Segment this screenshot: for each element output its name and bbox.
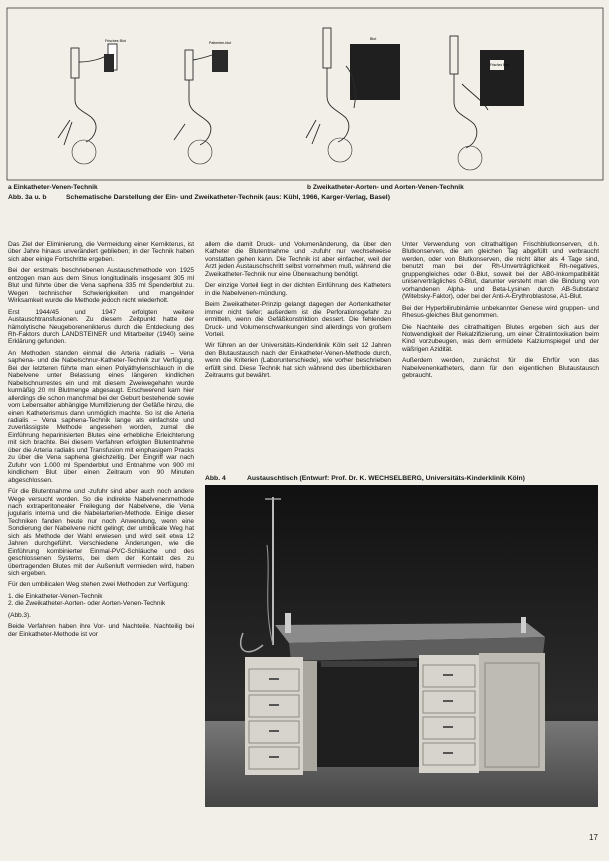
panel-b-left-blood-bag xyxy=(350,44,400,100)
label-a1: Frisches Blut xyxy=(105,39,126,43)
paragraph: Wir führen an der Universitäts-Kinderklinik Köln seit 12 Jahren den Blutaustausch nach der Einkatheter-Venen-Methode durch, wenn die Kriterien (Laborunterschiede), wie vorher beschrieben erfüllt sind. Diese Technik hat sich während des überblickbaren Zeitraums gut bewährt. xyxy=(205,342,391,380)
paragraph: (Abb.3). xyxy=(8,611,31,619)
figure-3a-subcaption: a Einkatheter-Venen-Technik xyxy=(8,184,98,191)
list-item: 1. die Einkatheter-Venen-Technik xyxy=(8,592,103,600)
paragraph: Für die Blutentnahme und -zufuhr sind aber auch noch andere Wege versucht worden. So die indirekte Nabelvenenmethode nach extraperitonealer Freilegung der Nabelvene, die Vena jugularis interna und die Nabelarterien-Methode. Einige dieser Techniken fanden heute nur noch Anwendung, wenn eine Sondierung der Nabelvene nicht gelingt; der umbilicale Weg hat sich als Methode der Wahl erwiesen und wird seit etwa 12 Jahren durchgeführt. Verschiedene Änderungen, wie die Einführung kombinierter Einmal-PVC-Schläuche und des geschlossenen Systems, bei dem der Kontakt des zu übertragenden Blutes mit der Außenluft vermieden wird, haben sich ergeben. xyxy=(8,488,194,578)
paragraph: Bei der erstmals beschriebenen Austauschmethode von 1925 entzogen man aus dem Sinus longitudinalis insgesamt 305 ml Blut und führte über die Vena saphena 335 ml Spenderblut zu. Wegen technischer Schwierigkeiten und mangelnder Wirksamkeit wurde die Methode jedoch nicht wiederholt. xyxy=(8,267,194,305)
label-a2: Patienten-blut xyxy=(209,41,232,45)
figure-3b-subcaption: b Zweikatheter-Aorten- und Aorten-Venen-Technik xyxy=(307,184,464,191)
paragraph: Für den umbilicalen Weg stehen zwei Methoden zur Verfügung: xyxy=(8,581,190,589)
paragraph: Das Ziel der Eliminierung, die Vermeidung einer Kernikterus, ist über Jahre hinaus unverändert geblieben; in der Technik haben sich aber einige Fortschritte ergeben. xyxy=(8,241,194,263)
text-column-2 xyxy=(205,241,391,384)
figure-3-caption-label: Abb. 3a u. b xyxy=(8,194,47,201)
figure-3-illustration xyxy=(0,0,609,194)
paragraph: allem die damit Druck- und Volumenänderung, da über den Katheter die Blutentnahme und -zufuhr nur wechselweise vonstatten gehen kann. Die Technik ist aber einfacher, weil der Arzt jeden Austauschschritt selbst vornehmen muß, während die Zweikatheter-Technik nur eine Überwachung benötigt. xyxy=(205,241,391,278)
page-number: 17 xyxy=(589,833,598,842)
panel-b-right-blood-bag xyxy=(480,50,524,106)
paragraph: Unter Verwendung von citrathaltigen Frischblutkonserven, d.h. Blutkonserven, die am gleichen Tag abgefüllt und verbraucht werden, oder von Blutkonserven, die nicht älter als 4 Tage sind, benutzt man bei der Rh-Unverträglichkeit Rh-negatives, gruppengleiches oder 0-Blut, soweit bei der AB0-Inkompatibilität uniserverträgliches 0-Blut, darunter versteht man die Bindung von vorhandenen Alpha- und Beta-Lysinen durch AB-Substanz (Witebsky-Faktor), oder bei der Anti-A-Erythroblastose, A1-Blut. xyxy=(402,241,599,301)
paragraph: Beim Zweikatheter-Prinzip gelangt dagegen der Aortenkatheter immer nicht tiefer; außerdem ist die Perforationsgefahr zu ermitteln, wenn die Gefäßkonstriktion dessert. Die fehlenden Druck- und Volumenschwankungen sind allerdings von großem Vorteil. xyxy=(205,301,391,338)
text-column-3 xyxy=(402,241,599,384)
figure-4-caption-label: Abb. 4 xyxy=(205,475,226,482)
figure-4-photo xyxy=(205,485,598,807)
figure-3-caption xyxy=(8,194,390,201)
paragraph: Beide Verfahren haben ihre Vor- und Nachteile. Nachteilig bei der Einkatheter-Methode ist vor xyxy=(8,623,194,638)
panel-b-left-drawing xyxy=(306,28,352,162)
paragraph: Erst 1944/45 und 1947 erfolgten weitere Austauschtransfusionen. Zu diesem Zeitpunkt hatte der hämolytische Neugeborenenikterus durch die Entdeckung des Rh-Faktors durch LANDSTEINER und Mitarbeiter (1940) seine Erklärung gefunden. xyxy=(8,308,194,346)
paragraph: Außerdem werden, zunächst für die Ehrfür von das Nabelvenenkatheters, dann für den eigentlichen Blutaustausch gebraucht. xyxy=(402,357,599,380)
label-b1: Blut xyxy=(370,37,377,41)
paragraph: An Methoden standen einmal die Arteria radialis – Vena saphena- und die Nabelschnur-Katheter-Technik zur Verfügung. Bei der letzteren führte man einen Polyäthylenschlauch in die Nabelvene unter Belassung eines längeren kindlichen Nabelschnurrestes ein und mit diesem Zweiwegehahn wurde kurmäßig 20 ml Blutmenge abgesaugt. Erschwerend kam hier allerdings die schon manchmal bei der Geburt bestehende sowie vom Lebensalter abhängige Mumifizierung der Gefäße hinzu, die einen Katheterismus dann unmöglich machte. So ist die Arteria radialis – Vena saphena-Technik lange als einfachste und zuverlässigste Methode angesehen worden, zumal die Einführung heparinisierten Blutes eine erhebliche Erleichterung mit sich brachte. Bei diesem Verfahren erfolgten Blutentnahme über die Arteria radialis und Transfusion mit einphasigem Pracks zu über die Vena saphena gleichzeitig. Der Eingriff war nach Zufuhr von 1.000 ml Spenderblut und Entnahme von 900 ml kindlichem Blut über einen Zeitraum von 90 Minuten abgeschlossen. xyxy=(8,349,194,484)
figure-3 xyxy=(0,0,609,215)
panel-a-right-blood-bag xyxy=(212,50,228,72)
list-item: 2. die Zweikatheter-Aorten- oder Aorten-Venen-Technik xyxy=(8,600,166,608)
paragraph: Bei der Hyperbilirubinämie unbekannter Genese wird gruppen- und Rhesus-gleiches Blut genommen. xyxy=(402,304,599,320)
panel-a-left-blood-bag xyxy=(104,54,114,72)
text-column-1 xyxy=(8,241,194,642)
figure-4-caption-text: Austauschtisch (Entwurf: Prof. Dr. K. WECHSELBERG, Universitäts-Kinderklinik Köln) xyxy=(247,475,525,482)
paragraph: Die Nachteile des citrathaltigen Blutes ergeben sich aus der Notwendigkeit der Rekalzifizierung, um einer Citratintoxikation beim Kind vorzubeugen, was dem ermüdete Kalziumspiegel und der wäßrigen Azidität. xyxy=(402,323,599,353)
figure-4-caption xyxy=(205,475,525,482)
figure-3-caption-text: Schematische Darstellung der Ein- und Zweikatheter-Technik (aus: Kühl, 1966, Karger-Verlag, Basel) xyxy=(66,194,390,201)
label-b2: Frisches Blut xyxy=(490,63,509,67)
paragraph: Der einzige Vorteil liegt in der dichten Einführung des Katheters in die Nabelvenen-mündung. xyxy=(205,282,391,297)
